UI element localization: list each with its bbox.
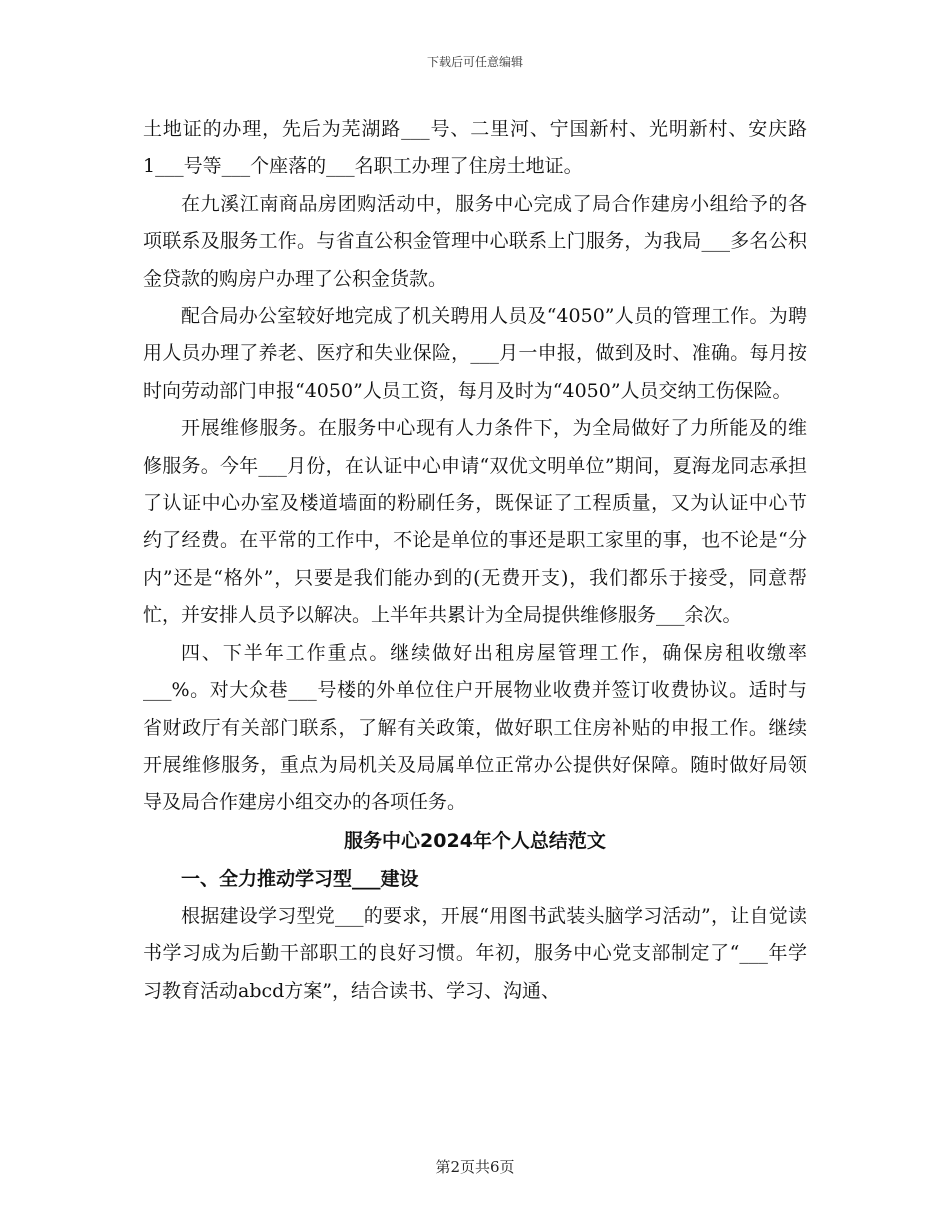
paragraph-maintenance-service: 开展维修服务。在服务中心现有人力条件下，为全局做好了力所能及的维修服务。今年___月份，在认证中心申请“双优文明单位”期间，夏海龙同志承担了认证中心办室及楼道墙面的粉刷任务，既保证了工程质量，又为认证中心节约了经费。在平常的工作中，不论是单位的事还是职工家里的事，也不论是“分内”还是“格外”，只要是我们能办到的(无费开支)，我们都乐于接受，同意帮忙，并安排人员予以解决。上半年共累计为全局提供维修服务___余次。 — [143, 417, 807, 627]
paragraph-group-purchase: 在九溪江南商品房团购活动中，服务中心完成了局合作建房小组给予的各项联系及服务工作。与省直公积金管理中心联系上门服务，为我局___多名公积金贷款的购房户办理了公积金货款。 — [143, 192, 807, 290]
article-title: 服务中心2024年个人总结范文 — [344, 829, 606, 852]
page-number: 第2页共6页 — [435, 1158, 515, 1176]
paragraph-second-half-priorities: 四、下半年工作重点。继续做好出租房屋管理工作，确保房租收缴率___%。对大众巷___号楼的外单位住户开展物业收费并签订收费协议。适时与省财政厅有关部门联系，了解有关政策，做好职工住房补贴的申报工作。继续开展维修服务，重点为局机关及局属单位正常办公提供好保障。随时做好局领导及局合作建房小组交办的各项任务。 — [143, 641, 807, 814]
section-heading: 一、全力推动学习型___建设 — [181, 867, 419, 890]
paragraph-staff-management: 配合局办公室较好地完成了机关聘用人员及“4050”人员的管理工作。为聘用人员办理了养老、医疗和失业保险，___月一申报，做到及时、准确。每月按时向劳动部门申报“4050”人员工资，每月及时为“4050”人员交纳工伤保险。 — [143, 305, 807, 402]
page-header-note: 下载后可任意编辑 — [426, 55, 523, 69]
document-body — [143, 111, 807, 1010]
paragraph-land-certificate: 土地证的办理，先后为芜湖路___号、二里河、宁国新村、光明新村、安庆路1___号等___个座落的___名职工办理了住房土地证。 — [143, 118, 807, 178]
paragraph-learning-activity: 根据建设学习型党___的要求，开展“用图书武装头脑学习活动”，让自觉读书学习成为后勤干部职工的良好习惯。年初，服务中心党支部制定了“___年学习教育活动abcd方案”，结合读书、学习、沟通、 — [143, 904, 807, 1002]
